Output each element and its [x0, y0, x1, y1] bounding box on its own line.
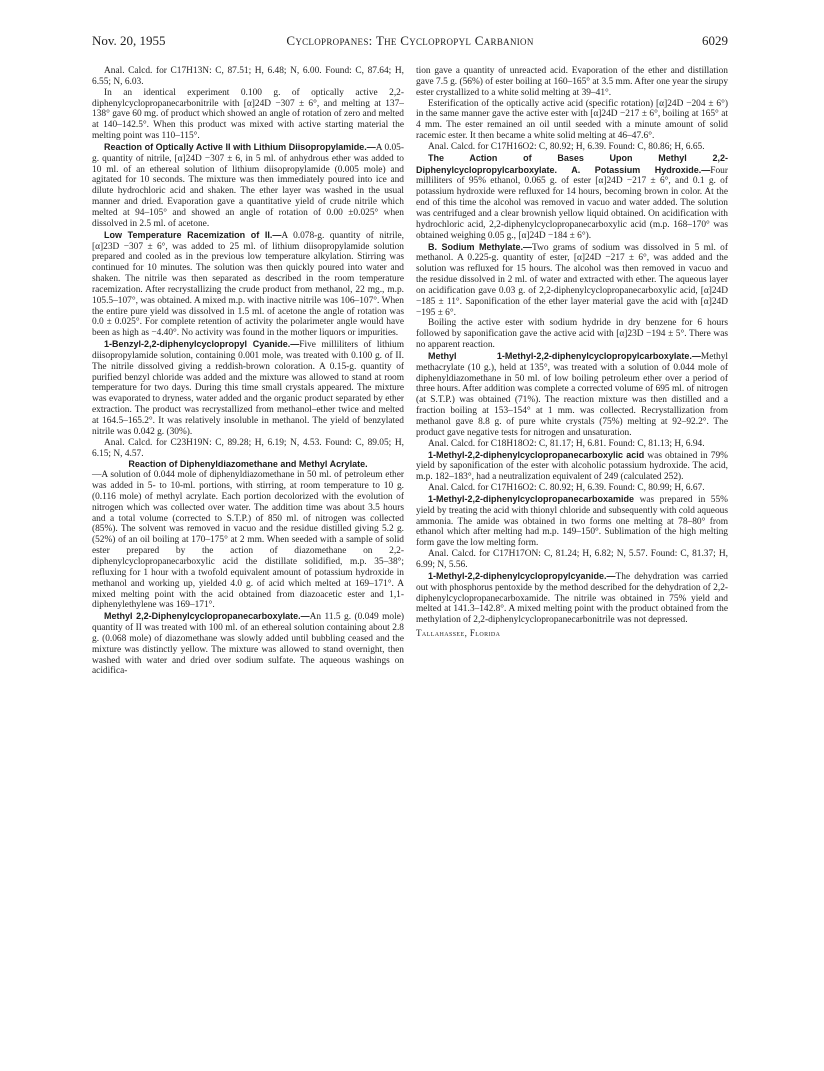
paragraph-text: The dehydration was carried out with phosphorus pentoxide by the method described for the dehydration of 2,2-diphenylcyclopropanecarboxamide. The nitrile was obtained in 75% yield and melted at 141.3–142.8°. A mixed melting point with the product obtained from the methylation of 2,2-diphenylcyclopropanecarbonitrile was not depressed.	[416, 571, 728, 626]
paragraph-heading: The Action of Bases Upon Methyl 2,2-Diphenylcyclopropylcarboxylate. A. Potassium Hydroxide.—	[416, 152, 728, 175]
paragraph-text: Four milliliters of 95% ethanol, 0.065 g. of ester [α]24D −217 ± 6°, and 0.1 g. of potassium hydroxide were refluxed for 14 hours, becoming brown in color. At the end of this time the alcohol was removed in vacuo and water added. The solution was centrifuged and a clear brownish yellow liquid obtained. On acidification with hydrochloric acid, 2,2-diphenylcyclopropanecarboxylic acid (m.p. 168–170° was obtained weighing 0.05 g., [α]24D −184 ± 6°).	[416, 165, 728, 241]
author-location: Tallahassee, Florida	[416, 628, 501, 639]
paragraph	[416, 494, 728, 549]
paragraph: —A solution of 0.044 mole of diphenyldiazomethane in 50 ml. of petroleum ether was added in 5- to 10-ml. portions, with stirring, at room temperature to 10 g. (0.116 mole) of methyl acrylate. Each portion decolorized with the evolution of nitrogen which was collected over water. The addition time was about 3.5 hours and a total volume (corrected to S.T.P.) of 850 ml. of nitrogen was collected (85%). The solvent was removed in vacuo and the residue distilled giving 5.2 g. (52%) of an oil boiling at 170–175° at 2 mm. When seeded with a sample of solid ester prepared by the action of diazomethane on 2,2-diphenylcyclopropanecarboxylic acid the distillate solidified, m.p. 35–38°; refluxing for 1 hour with a twofold equivalent amount of potassium hydroxide in methanol and working up, yielded 4.0 g. of acid which melted at 169–171°. A mixed melting point with the acid obtained from diazoacetic ester and 1,1-diphenylethylene was 169–171°.	[92, 470, 404, 611]
paragraph-text: An 11.5 g. (0.049 mole) quantity of II was treated with 100 ml. of an ethereal solution containing about 2.8 g. (0.068 mole) of diazomethane was slowly added until bubbling ceased and the mixture was distinctly yellow. The mixture was allowed to stand overnight, then washed with water and dried over sodium sulfate. The aqueous washings on acidifica-	[92, 612, 404, 677]
paragraph-heading: Methyl 2,2-Diphenylcyclopropanecarboxylate.—	[104, 611, 310, 622]
paragraph-heading: 1-Methyl-2,2-diphenylcyclopropylcyanide.—	[428, 570, 616, 581]
paragraph	[92, 339, 404, 438]
paragraph	[416, 242, 728, 319]
paragraph-heading: Reaction of Optically Active II with Lithium Diisopropylamide.—	[104, 141, 376, 152]
page-header	[92, 33, 728, 51]
analysis-line: Anal. Calcd. for C18H18O2: C, 81.17; H, 6.81. Found: C, 81.13; H, 6.94.	[428, 438, 705, 449]
paragraph-heading: 1-Methyl-2,2-diphenylcyclopropanecarboxylic acid	[428, 449, 645, 460]
section-heading: Reaction of Diphenyldiazomethane and Methyl Acrylate.	[128, 459, 368, 470]
analysis-line: Anal. Calcd. for C17H16O2: C, 80.92; H, 6.39. Found: C, 80.86; H, 6.65.	[428, 141, 705, 152]
paragraph-text: was prepared in 55% yield by treating the acid with thionyl chloride and subsequently with cold aqueous ammonia. The amide was obtained in two forms one melting at 78–80° from ethanol which after melting had m.p. 149–150°. Sublimation of the high melting form gave the low melting form.	[416, 494, 728, 549]
paragraph-heading: 1-Benzyl-2,2-diphenylcyclopropyl Cyanide.—	[104, 339, 300, 350]
paragraph	[416, 351, 728, 439]
paragraph	[416, 450, 728, 484]
paragraph-text: Methyl methacrylate (10 g.), held at 135°, was treated with a solution of 0.044 mole of diphenyldiazomethane in 50 ml. of low boiling petroleum ether over a period of three hours. After addition was complete a corrected volume of 695 ml. of nitrogen (at S.T.P.) was obtained (71%). The reaction mixture was then distilled and a fraction boiling at 153–154° at 1 mm. was collected. Recrystallization from methanol gave 8.8 g. of pure white crystals (75%) melting at 92–92.2°. The product gave negative tests for nitrogen and unsaturation.	[416, 351, 728, 438]
paragraph: Esterification of the optically active acid (specific rotation) [α]24D −204 ± 6°) in the same manner gave the active ester with [α]24D −217 ± 6°, boiling at 165° at 4 mm. The ester remained an oil until seeded with a minute amount of solid racemic ester. It then became a white solid melting at 46–47.6°.	[416, 98, 728, 142]
paragraph-heading: B. Sodium Methylate.—	[428, 241, 533, 252]
paragraph-text: A 0.078-g. quantity of nitrile, [α]23D −307 ± 6°, was added to 25 ml. of lithium diisopropylamide solution prepared and cooled as in the previous low temperature alkylation. Stirring was continued for 10 minutes. The solution was then quickly poured into water and shaken. The nitrile was then separated as described in the room temperature racemization. After recrystallizing the crude product from methanol, 22 mg., m.p. 105.5–107°, was obtained. A mixed m.p. with inactive nitrile was 106–107°. When the entire pure yield was dissolved in 1.5 ml. of acetone the angle of rotation was 0.0 ± 0.025°. For complete retention of activity the polarimeter angle would have been as high as −4.40°. No activity was found in the mother liquors or impurities.	[92, 230, 404, 339]
paragraph: Boiling the active ester with sodium hydride in dry benzene for 6 hours followed by saponification gave the active acid with [α]23D −194 ± 5°. There was no apparent reaction.	[416, 318, 728, 351]
paragraph	[92, 230, 404, 339]
running-title: Cyclopropanes: The Cyclopropyl Carbanion	[286, 33, 534, 48]
paragraph	[416, 571, 728, 626]
paragraph: tion gave a quantity of unreacted acid. Evaporation of the ether and distillation gave 7.5 g. (56%) of ester boiling at 160–165° at 3.5 mm. After one year the sirupy ester crystallized to a white solid melting at 39–41°.	[416, 66, 729, 98]
paragraph-text: A 0.05-g. quantity of nitrile, [α]24D −307 ± 6, in 5 ml. of anhydrous ether was added to 10 ml. of an ethereal solution of lithium diisopropylamide (0.005 mole) and agitated for 10 seconds. The mixture was then immediately poured into ice and dilute hydrochloric acid and shaken. The ether layer was washed in the usual manner and dried. Evaporation gave a quantitative yield of crude nitrile which melted at 94–105° and showed an angle of rotation of 0.00 ±0.025° when dissolved in 2.5 ml. of acetone.	[92, 142, 404, 229]
paragraph-text: Two grams of sodium was dissolved in 5 ml. of methanol. A 0.225-g. quantity of ester, [α]24D −217 ± 6°, was added and the solution was refluxed for 15 hours. The alcohol was then removed in vacuo and the residue dissolved in 2 ml. of water and extracted with ether. The aqueous layer on acidification gave 0.03 g. of 2,2-diphenylcyclopropanecarboxylic acid, [α]24D −185 ± 11°. Saponification of the ether layer material gave the acid with [α]24D −195 ± 6°.	[416, 242, 728, 318]
paragraph-heading: Methyl 1-Methyl-2,2-diphenylcyclopropylcarboxylate.—	[428, 350, 701, 361]
page-number: 6029	[702, 33, 728, 48]
paragraph-text: was obtained in 79% yield by saponification of the ester with alcoholic potassium hydroxide. The acid, m.p. 182–183°, had a neutralization equivalent of 249 (calculated 252).	[416, 450, 728, 483]
paragraph-text: Five milliliters of lithium diisopropylamide solution, containing 0.001 mole, was treated with 0.100 g. of II. The nitrile dissolved giving a reddish-brown coloration. A 0.15-g. quantity of purified benzyl chloride was added and the mixture was allowed to stand at room temperature for two days. During this time small crystals appeared. The mixture was evaporated to dryness, water added and the organic product separated by ether extraction. The product was recrystallized from methanol–ether twice and melted at 164.5–165.2°. It was relatively insoluble in methanol. The yield of benzylated nitrile was 0.042 g. (30%).	[92, 340, 404, 437]
analysis-line: Anal. Calcd. for C17H17ON: C, 81.24; H, 6.82; N, 5.57. Found: C, 81.37; H, 6.99; N, 5.56.	[416, 549, 728, 570]
paragraph: In an identical experiment 0.100 g. of optically active 2,2-diphenylcyclopropanecarbonitrile with [α]24D −307 ± 6°, and melting at 137–138° gave 60 mg. of product which showed an angle of rotation of zero and melted at 140–142.5°. When this product was mixed with active starting material the melting point was 110–115°.	[92, 87, 404, 142]
paragraph-heading: Low Temperature Racemization of II.—	[104, 229, 282, 240]
paragraph	[92, 611, 404, 677]
paragraph	[416, 153, 728, 242]
analysis-line: Anal. Calcd. for C17H16O2: C. 80.92; H, 6.39. Found: C, 80.99; H, 6.67.	[428, 483, 705, 494]
analysis-line: Anal. Calcd. for C17H13N: C, 87.51; H, 6.48; N, 6.00. Found: C, 87.64; H, 6.55; N, 6.03.	[92, 66, 404, 87]
left-column	[92, 66, 404, 677]
paragraph	[92, 142, 404, 230]
paragraph-heading: 1-Methyl-2,2-diphenylcyclopropanecarboxamide	[428, 493, 635, 504]
issue-date: Nov. 20, 1955	[92, 33, 166, 48]
analysis-line: Anal. Calcd. for C23H19N: C, 89.28; H, 6.19; N, 4.53. Found: C, 89.05; H, 6.15; N, 4.57.	[92, 437, 404, 459]
right-column	[416, 66, 728, 639]
